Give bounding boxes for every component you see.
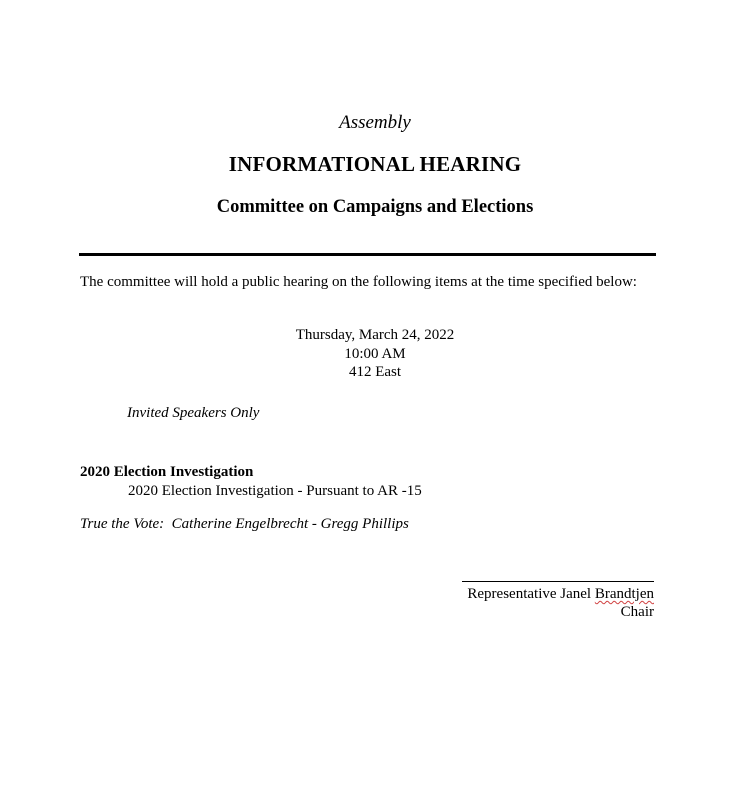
- hearing-time: 10:00 AM: [344, 345, 406, 362]
- signer-name-prefix: Representative Janel: [467, 586, 595, 602]
- hearing-room: 412 East: [348, 364, 402, 380]
- signer-surname: Brandtjen: [594, 586, 654, 602]
- agenda-item-heading: 2020 Election Investigation: [80, 464, 254, 480]
- hearing-date: Thursday, March 24, 2022: [295, 327, 455, 343]
- intro-paragraph: The committee will hold a public hearing on the following items at the time specified below:: [80, 274, 637, 290]
- header-divider: [79, 253, 656, 256]
- speakers-note: Invited Speakers Only: [127, 405, 260, 421]
- signature-line: [462, 581, 654, 582]
- hearing-schedule: [0, 326, 750, 382]
- committee-name: Committee on Campaigns and Elections: [216, 197, 534, 217]
- signer-title: Chair: [620, 604, 654, 620]
- hearing-title: INFORMATIONAL HEARING: [228, 152, 522, 176]
- witness-list: True the Vote: Catherine Engelbrecht - Gregg Phillips: [80, 516, 409, 532]
- signer-name: [467, 586, 654, 603]
- agenda-item-description: 2020 Election Investigation - Pursuant to AR -15: [128, 483, 422, 499]
- document-kicker: Assembly: [339, 112, 411, 133]
